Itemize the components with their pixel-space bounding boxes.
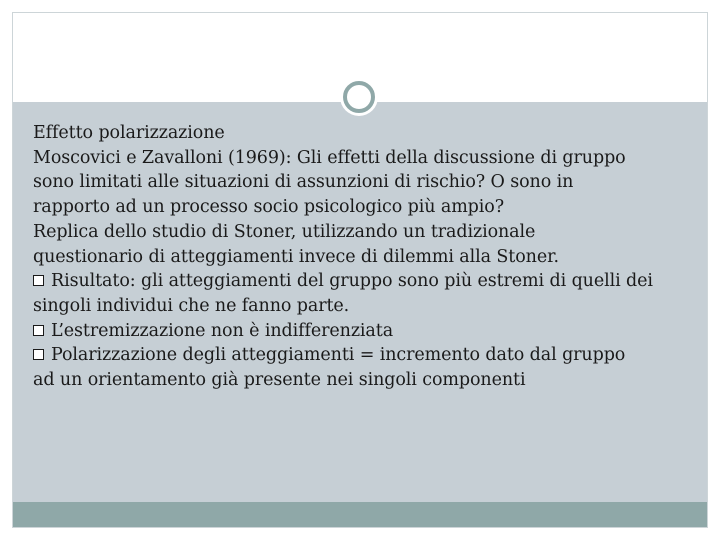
checkbox-bullet-icon <box>33 349 44 360</box>
circle-ornament-icon <box>343 81 375 113</box>
text-line: sono limitati alle situazioni di assunzioni di rischio? O sono in <box>33 172 574 193</box>
bullet-text: Risultato: gli atteggiamenti del gruppo sono più estremi di quelli dei <box>51 271 653 292</box>
text-line: rapporto ad un processo socio psicologico più ampio? <box>33 197 505 218</box>
bullet-continuation: ad un orientamento già presente nei singoli componenti <box>33 370 526 391</box>
text-line: Replica dello studio di Stoner, utilizzando un tradizionale <box>33 221 536 242</box>
slide <box>12 12 708 528</box>
bullet-item <box>33 269 698 294</box>
text-line: Moscovici e Zavalloni (1969): Gli effetti della discussione di gruppo <box>33 147 626 168</box>
checkbox-bullet-icon <box>33 325 44 336</box>
slide-body-text <box>33 121 698 393</box>
text-line: questionario di atteggiamenti invece di dilemmi alla Stoner. <box>33 246 559 267</box>
checkbox-bullet-icon <box>33 275 44 286</box>
bullet-text: Polarizzazione degli atteggiamenti = incremento dato dal gruppo <box>51 345 626 366</box>
bullet-item <box>33 343 698 368</box>
bullet-item <box>33 319 698 344</box>
footer-bar <box>13 502 707 527</box>
bullet-continuation: singoli individui che ne fanno parte. <box>33 295 350 316</box>
heading-line: Effetto polarizzazione <box>33 123 225 143</box>
bullet-text: L’estremizzazione non è indifferenziata <box>51 320 394 341</box>
